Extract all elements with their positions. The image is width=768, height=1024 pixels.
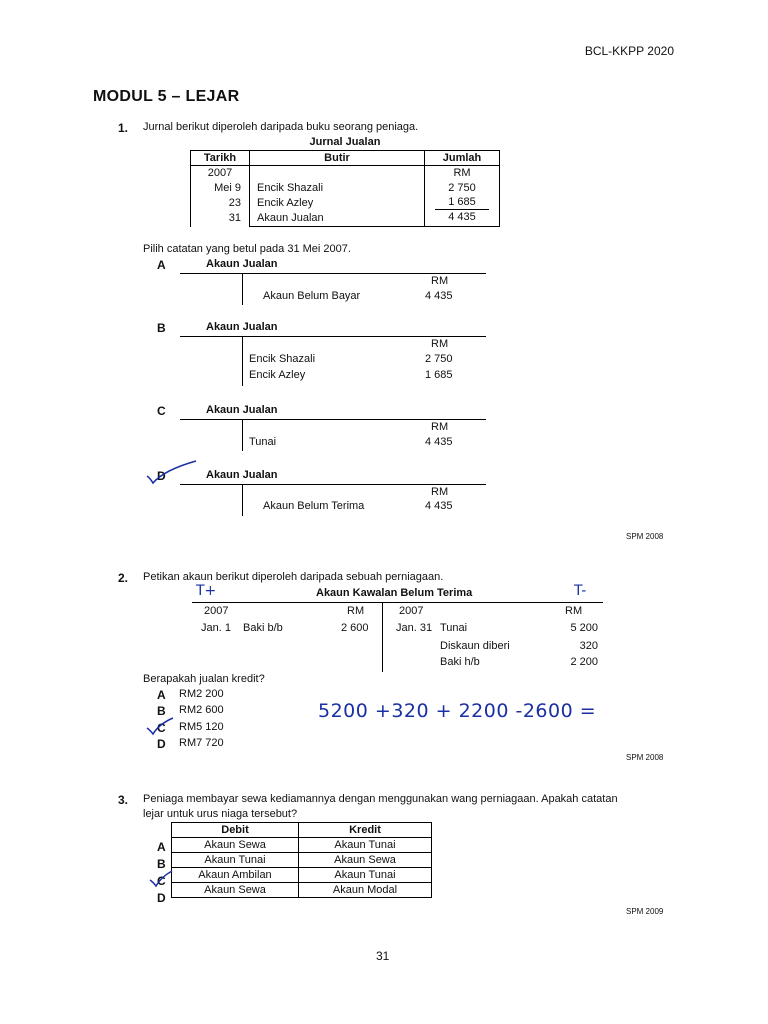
q3-row-c-debit: Akaun Ambilan: [172, 868, 299, 883]
q2-credit-date: Jan. 31: [396, 622, 433, 634]
journal-date: 2007: [207, 167, 233, 179]
q1-option-c-amount: 4 435: [425, 436, 453, 448]
q2-prompt: Berapakah jualan kredit?: [143, 673, 265, 685]
q1-number: 1.: [118, 121, 129, 135]
t-account-divider: [242, 419, 243, 451]
journal-butir: Encik Azley: [257, 197, 314, 209]
journal-header-jumlah: Jumlah: [425, 151, 500, 166]
q2-account-title: Akaun Kawalan Belum Terima: [316, 587, 473, 599]
q3-number: 3.: [118, 793, 129, 807]
q3-row-d-credit: Akaun Modal: [299, 883, 432, 898]
q1-option-c-rm: RM: [431, 421, 449, 433]
t-account-top-line: [180, 336, 486, 337]
q3-row-a-credit: Akaun Tunai: [299, 838, 432, 853]
table-row: [172, 883, 432, 898]
journal-butir: [257, 166, 424, 181]
q2-option-b-value: RM2 600: [179, 704, 224, 716]
q2-option-d-value: RM7 720: [179, 737, 224, 749]
q2-debit-rm: RM: [347, 605, 365, 617]
handwritten-note-debit: T+: [196, 583, 217, 599]
t-account-divider: [242, 484, 243, 516]
document-header: BCL-KKPP 2020: [584, 44, 674, 58]
q1-table-title: Jurnal Jualan: [309, 136, 381, 148]
journal-table: [190, 150, 500, 227]
q3-header-kredit: Kredit: [299, 823, 432, 838]
table-row: [172, 838, 432, 853]
handwritten-calculation: 5200 +320 + 2200 -2600 =: [318, 700, 597, 722]
q3-row-b-debit: Akaun Tunai: [172, 853, 299, 868]
q2-credit-item: Diskaun diberi: [440, 640, 510, 652]
q2-debit-item: Baki b/b: [243, 622, 283, 634]
t-account-top-line: [180, 273, 486, 274]
module-title: MODUL 5 – LEJAR: [93, 88, 240, 105]
q3-row-a-debit: Akaun Sewa: [172, 838, 299, 853]
t-account-top-line: [192, 602, 603, 603]
journal-header-butir: Butir: [250, 151, 425, 166]
q1-text: Jurnal berikut diperoleh daripada buku seorang peniaga.: [143, 121, 419, 133]
q1-option-b-amount: 2 750: [425, 353, 453, 365]
q1-option-d-entry: Akaun Belum Terima: [263, 500, 365, 512]
q2-option-a-value: RM2 200: [179, 688, 224, 700]
q2-credit-item: Tunai: [440, 622, 468, 634]
q3-option-d-letter[interactable]: D: [157, 891, 166, 905]
journal-date: 31: [228, 212, 241, 224]
q3-row-c-credit: Akaun Tunai: [299, 868, 432, 883]
q2-debit-year: 2007: [204, 605, 229, 617]
t-account-divider: [382, 602, 383, 672]
q2-debit-amount: 2 600: [341, 622, 369, 634]
q1-option-d-rm: RM: [431, 486, 449, 498]
q1-option-d-letter[interactable]: D: [157, 469, 166, 483]
q2-credit-rm: RM: [565, 605, 583, 617]
journal-amount-cell: [425, 166, 500, 227]
t-account-top-line: [180, 484, 486, 485]
q1-option-b-rm: RM: [431, 338, 449, 350]
q2-option-b-letter[interactable]: B: [157, 704, 166, 718]
q2-debit-date: Jan. 1: [201, 622, 231, 634]
journal-butir: Encik Shazali: [257, 182, 324, 194]
q2-credit-amount: 5 200: [570, 622, 598, 634]
q3-option-c-letter[interactable]: C: [157, 874, 166, 888]
q2-credit-amount: 2 200: [570, 656, 598, 668]
handwritten-check-mark-icon: [144, 458, 200, 486]
q3-text-line2: lejar untuk urus niaga tersebut?: [143, 808, 298, 820]
q3-header-debit: Debit: [172, 823, 299, 838]
journal-butir: Akaun Jualan: [257, 212, 324, 224]
q1-option-a-rm: RM: [431, 275, 449, 287]
t-account-divider: [242, 336, 243, 386]
q2-text: Petikan akaun berikut diperoleh daripada sebuah perniagaan.: [143, 571, 444, 583]
q2-credit-item: Baki h/b: [440, 656, 480, 668]
q1-option-b-amount: 1 685: [425, 369, 453, 381]
q1-option-a-letter[interactable]: A: [157, 258, 166, 272]
q1-option-c-account: Akaun Jualan: [206, 404, 278, 416]
q1-option-b-entry: Encik Shazali: [249, 353, 316, 365]
q2-credit-year: 2007: [399, 605, 424, 617]
q1-option-a-account: Akaun Jualan: [206, 258, 278, 270]
t-account-divider: [242, 273, 243, 305]
table-row: [172, 868, 432, 883]
journal-butir-cell: [250, 166, 425, 227]
q2-option-c-letter[interactable]: C: [157, 721, 166, 735]
q1-option-d-account: Akaun Jualan: [206, 469, 278, 481]
q3-row-d-debit: Akaun Sewa: [172, 883, 299, 898]
q2-option-c-value: RM5 120: [179, 721, 224, 733]
q3-row-b-credit: Akaun Sewa: [299, 853, 432, 868]
t-account-top-line: [180, 419, 486, 420]
journal-amount: 2 750: [448, 182, 476, 194]
page-number: 31: [376, 949, 390, 963]
q3-text-line1: Peniaga membayar sewa kediamannya dengan menggunakan wang perniagaan. Apakah catatan: [143, 793, 618, 805]
q1-source: SPM 2008: [626, 532, 664, 541]
q2-number: 2.: [118, 571, 129, 585]
journal-date: 23: [228, 197, 241, 209]
table-row: [172, 853, 432, 868]
q1-option-b-account: Akaun Jualan: [206, 321, 278, 333]
q1-option-b-letter[interactable]: B: [157, 321, 166, 335]
q1-option-b-entry: Encik Azley: [249, 369, 306, 381]
q2-option-a-letter[interactable]: A: [157, 688, 166, 702]
journal-header-tarikh: Tarikh: [191, 151, 250, 166]
q1-option-c-entry: Tunai: [249, 436, 277, 448]
q1-option-c-letter[interactable]: C: [157, 404, 166, 418]
q1-prompt: Pilih catatan yang betul pada 31 Mei 2007.: [143, 243, 351, 255]
q1-option-d-amount: 4 435: [425, 500, 453, 512]
journal-amount: 4 435: [448, 211, 476, 223]
handwritten-check-mark-icon: [145, 716, 175, 736]
q1-option-a-amount: 4 435: [425, 290, 453, 302]
handwritten-note-credit: T-: [574, 583, 587, 599]
journal-amount: RM: [453, 167, 471, 179]
q2-option-d-letter[interactable]: D: [157, 737, 166, 751]
q3-options-table: [171, 822, 432, 898]
q2-credit-amount: 320: [579, 640, 598, 652]
journal-date: Mei 9: [214, 182, 241, 194]
q3-source: SPM 2009: [626, 907, 664, 916]
q1-option-a-entry: Akaun Belum Bayar: [263, 290, 361, 302]
journal-amount: 1 685: [435, 195, 489, 210]
handwritten-check-mark-icon: [148, 869, 174, 889]
journal-date-cell: [191, 166, 250, 227]
q2-source: SPM 2008: [626, 753, 664, 762]
q3-option-b-letter[interactable]: B: [157, 857, 166, 871]
q3-option-a-letter[interactable]: A: [157, 840, 166, 854]
